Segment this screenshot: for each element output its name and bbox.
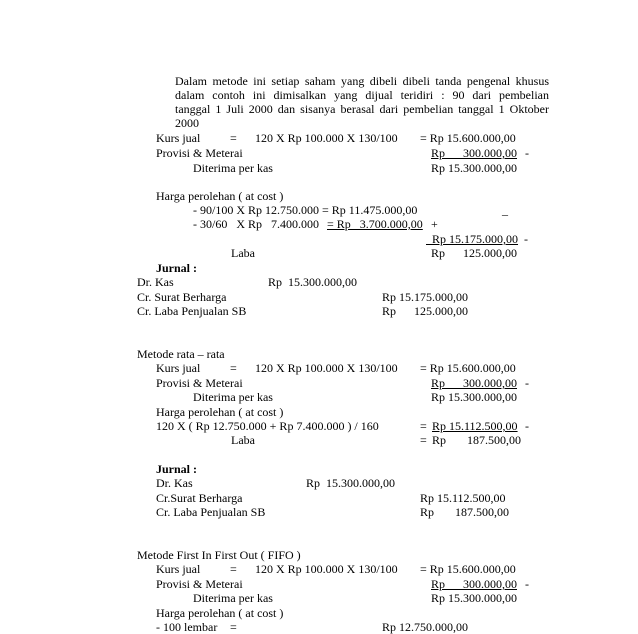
intro-line: Dalam metode ini setiap saham yang dibeli dibeli tanda pengenal khusus xyxy=(175,74,549,88)
s2-dr-value: Rp 15.300.000,00 xyxy=(306,476,396,490)
s2-kurs-formula: 120 X Rp 100.000 X 130/100 xyxy=(255,361,398,375)
s1-kurs-result: = Rp 15.600.000,00 xyxy=(420,131,516,145)
s1-provisi-label: Provisi & Meterai xyxy=(156,146,243,160)
s2-jurnal-label: Jurnal : xyxy=(156,462,198,476)
s1-laba-value: Rp 125.000,00 xyxy=(431,246,518,260)
s2-cr2-label: Cr. Laba Penjualan SB xyxy=(156,505,266,519)
s1-kurs-eq: = xyxy=(230,131,237,145)
s3-kurs-result: = Rp 15.600.000,00 xyxy=(420,562,516,576)
intro-line: dalam contoh ini dimisalkan yang dijual teridiri : 90 dari pembelian xyxy=(175,88,549,102)
s2-provisi-label: Provisi & Meterai xyxy=(156,376,243,390)
s1-kurs-formula: 120 X Rp 100.000 X 130/100 xyxy=(255,131,398,145)
s1-diterima-label: Diterima per kas xyxy=(193,161,273,175)
s1-provisi-value: Rp 300.000,00 xyxy=(431,146,518,160)
s2-formula: 120 X ( Rp 12.750.000 + Rp 7.400.000 ) / 160 xyxy=(156,419,379,433)
s3-kurs-eq: = xyxy=(230,562,237,576)
s1-total-minus: - xyxy=(524,232,528,246)
s2-kurs-eq: = xyxy=(230,361,237,375)
s2-formula-minus: - xyxy=(525,419,529,433)
s2-dr-label: Dr. Kas xyxy=(156,476,193,490)
s2-cr1-label: Cr.Surat Berharga xyxy=(156,491,243,505)
s1-jurnal-label: Jurnal : xyxy=(156,261,198,275)
s3-lembar-label: - 100 lembar xyxy=(156,620,218,634)
intro-line: tanggal 1 Juli 2000 dan sisanya berasal dari pembelian tanggal 1 Oktober xyxy=(175,102,549,116)
s2-kurs-label: Kurs jual xyxy=(156,361,201,375)
s1-cr2-label: Cr. Laba Penjualan SB xyxy=(137,304,247,318)
s1-harga-label: Harga perolehan ( at cost ) xyxy=(156,189,284,203)
s3-provisi-value: Rp 300.000,00 xyxy=(431,577,518,591)
s3-provisi-label: Provisi & Meterai xyxy=(156,577,243,591)
intro-paragraph xyxy=(175,74,549,130)
s1-dr-value: Rp 15.300.000,00 xyxy=(268,275,358,289)
s3-kurs-label: Kurs jual xyxy=(156,562,201,576)
s2-formula-eq: = xyxy=(420,419,427,433)
s2-provisi-minus: - xyxy=(525,376,529,390)
intro-line: 2000 xyxy=(175,116,199,130)
s3-kurs-formula: 120 X Rp 100.000 X 130/100 xyxy=(255,562,398,576)
s2-laba-eq: = xyxy=(420,433,427,447)
s1-cr2-value: Rp 125.000,00 xyxy=(382,304,469,318)
s3-lembar-eq: = xyxy=(230,620,237,634)
s1-cr1-value: Rp 15.175.000,00 xyxy=(382,290,469,304)
s1-provisi-minus: - xyxy=(525,146,529,160)
s1-total-value: Rp 15.175.000,00 xyxy=(426,232,519,246)
s2-laba-value: Rp 187.500,00 xyxy=(432,433,522,447)
s1-line1-mark: _ xyxy=(502,203,508,217)
s2-kurs-result: = Rp 15.600.000,00 xyxy=(420,361,516,375)
s3-title: Metode First In First Out ( FIFO ) xyxy=(137,548,301,562)
s3-provisi-minus: - xyxy=(525,577,529,591)
s2-formula-value: Rp 15.112.500,00 xyxy=(432,419,518,433)
s2-title: Metode rata – rata xyxy=(137,347,225,361)
s2-cr1-value: Rp 15.112.500,00 xyxy=(420,491,506,505)
s2-cr2-value: Rp 187.500,00 xyxy=(420,505,510,519)
s2-harga-label: Harga perolehan ( at cost ) xyxy=(156,405,284,419)
s2-diterima-value: Rp 15.300.000,00 xyxy=(431,390,518,404)
s1-cr1-label: Cr. Surat Berharga xyxy=(137,290,227,304)
s1-kurs-label: Kurs jual xyxy=(156,131,201,145)
s2-diterima-label: Diterima per kas xyxy=(193,390,273,404)
s2-provisi-value: Rp 300.000,00 xyxy=(431,376,518,390)
s1-line2-plus: + xyxy=(431,217,438,231)
s3-diterima-label: Diterima per kas xyxy=(193,591,273,605)
s1-line1: - 90/100 X Rp 12.750.000 = Rp 11.475.000,00 xyxy=(193,203,418,217)
s1-laba-label: Laba xyxy=(231,246,255,260)
s2-laba-label: Laba xyxy=(231,433,255,447)
s3-diterima-value: Rp 15.300.000,00 xyxy=(431,591,518,605)
s1-line2-value: = Rp 3.700.000,00 xyxy=(327,217,423,231)
s1-diterima-value: Rp 15.300.000,00 xyxy=(431,161,518,175)
s3-harga-label: Harga perolehan ( at cost ) xyxy=(156,606,284,620)
s3-lembar-value: Rp 12.750.000,00 xyxy=(382,620,469,634)
s1-dr-label: Dr. Kas xyxy=(137,275,174,289)
s1-line2-prefix: - 30/60 X Rp 7.400.000 xyxy=(193,217,319,231)
